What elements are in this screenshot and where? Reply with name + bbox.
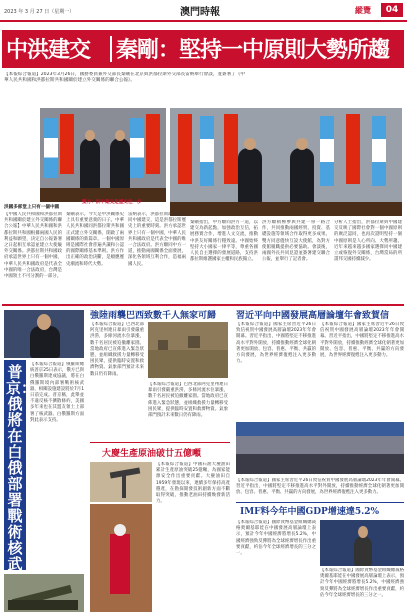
oil-article: 【本報綜合報道】中國石油大慶油田累計生產原油突破25億噸，為國家能源安全作出重要貢獻。大慶油田自1959年發現以來，連續多年保持高產穩產，在勘探開發技術創新方面不斷取得突破，推動老油田持續煥發新活力。 bbox=[156, 462, 230, 505]
storm-article: 【本報綜合報道】巴西北部阿克里州連日暴雨引發嚴重洪澇，多條河流水位暴漲，數千名居民被迫撤離家園。當地政府已宣佈進入緊急狀態，並組織救援力量轉移受困民眾，提供臨時安置和救濟物資。氣象部門預計未來數日仍有降雨。 bbox=[90, 322, 144, 377]
imf-speaker-photo bbox=[320, 520, 404, 566]
section-name: 縱覽 bbox=[355, 6, 371, 15]
storm-headline: 強陸雨襲巴西致數千人無家可歸 bbox=[90, 311, 217, 321]
headline-divider bbox=[110, 36, 112, 62]
article-column-3: 雷納表示，洪都拉斯政府決定同中國建交，這是洪都拉斯歷史上的重要時刻。洪方承認世界上只有一個中國，中華人民共和國政府是代表全中國的唯一合法政府。洪方願同中方一道，推動兩國關係全面發展，深化各領域互利合作，造福兩國人民。 bbox=[128, 212, 186, 267]
newspaper-logo: 澳門時報 bbox=[180, 7, 220, 18]
article-column-2: 秦剛表示，今天是中洪關係史上具有重要意義的日子。中華人民共和國同洪都拉斯共和國正式建立外交關係，開啟了兩國關係的新篇章。一個中國原則是國際社會普遍共識和公認的國際關係基本準則。洪方作出正確的政治決斷，是順應歷史潮流和時代大勢。 bbox=[66, 212, 124, 267]
putin-article: 【本報綜合報道】俄羅斯總統普京25日表示，俄方已與白俄羅斯達成協議，將在白俄羅斯境內部署戰術核武器，相關設施建設將於7月1日前完成。普京稱，此舉並不違反核不擴散條約，美國多年來也在其盟友領土上部署了核武器。白俄羅斯方面對此表示支持。 bbox=[30, 362, 84, 423]
article-column-4: 秦剛指出，中方願同洪方一道，以建交為新起點，加強政治互信，拓展務實合作，增進人文交流，推動中洪友好關係行穩致遠。中國始終堅持大小國家一律平等，尊重各國人民自主選擇的發展道路，支持洪都拉斯維護國家主權和民族獨立。 bbox=[190, 220, 258, 263]
photo-caption-left-2: 雙方：洪中建交是歷史性一步 bbox=[82, 200, 142, 205]
signing-photo-right bbox=[170, 108, 402, 216]
forum-article-tail: 【本報綜合報道】國家主席習近平26日致信祝賀中國發展高層論壇2023年年會開幕。習近平指出，中國將堅定不移推進高水平對外開放，持續推動經濟全球化朝著更加開放、包容、普惠、平衡、共贏的方向發展，為世界經濟復甦注入更多動力。 bbox=[236, 478, 404, 496]
imf-article: 【本報綜合報道】國際貨幣基金組織總裁格奧爾基耶娃在中國發展高層論壇上表示，預計今年中國經濟將增長5.2%，中國經濟強勁反彈將為全球經濟增長作出重要貢獻，約佔今年全球經濟增長的三分之一。 bbox=[236, 520, 316, 557]
oil-worker-photo bbox=[90, 504, 152, 612]
issue-date: 2023 年 3 月 27 日（星期一） bbox=[4, 9, 75, 15]
oil-divider bbox=[90, 442, 230, 443]
headline-right: 秦剛：堅持一中原則大勢所趨 bbox=[116, 37, 390, 63]
missile-photo bbox=[4, 574, 84, 612]
article-column-1: 【中國人民共和國和洪都拉斯共和國關於建立外交關係的聯合公報】中華人民共和國和洪都拉斯共和國根據兩國人民的利益和願望，決定自公報簽署之日起相互承認並建立大使級外交關係。洪都拉斯共和國政府承認世界上只有一個中國，中華人民共和國政府是代表全中國的唯一合法政府，台灣是中國領土不可分割的一部分。 bbox=[4, 212, 62, 280]
forum-photo bbox=[236, 422, 404, 474]
signing-photo-left bbox=[40, 108, 166, 202]
forum-article-cont: 【本報綜合報道】國家主席習近平26日致信祝賀中國發展高層論壇2023年年會開幕。習近平指出，中國將堅定不移推進高水平對外開放，持續推動經濟全球化朝著更加開放、包容、普惠、平衡、共贏的方向發展，為世界經濟復甦注入更多動力。 bbox=[320, 322, 404, 359]
section-divider bbox=[2, 304, 404, 306]
oil-pump-photo bbox=[90, 462, 152, 502]
imf-headline: IMF料今年中國GDP增速達5.2% bbox=[240, 507, 380, 517]
lead-paragraph: 【本報綜合報道】2023年3月26日，國務委員兼外交部長秦剛在北京與洪都拉斯外交部長雷納舉行會談，並簽署了《中華人民共和國和洪都拉斯共和國關於建立外交關係的聯合公報》。 bbox=[4, 72, 245, 83]
imf-headline-bar bbox=[236, 502, 404, 503]
storm-article-cont: 【本報綜合報道】巴西北部阿克里州連日暴雨引發嚴重洪澇，多條河流水位暴漲，數千名居民被迫撤離家園。當地政府已宣佈進入緊急狀態，並組織救援力量轉移受困民眾，提供臨時安置和救濟物資。氣象部門預計未來數日仍有降雨。 bbox=[148, 382, 228, 419]
flood-photo bbox=[148, 322, 228, 378]
oil-headline: 大慶生產原油破廿五億噸 bbox=[102, 449, 202, 459]
forum-headline: 習近平向中國發展高層論壇年會致賀信 bbox=[236, 311, 390, 321]
putin-photo bbox=[4, 310, 84, 358]
article-column-5: 洪方願積極參與共建一帶一路合作，共同推動兩國經貿、投資、基礎設施等領域合作取得更多成果。雙方同意儘快互設大使館，為對方使館履職提供必要協助。會談後，兩國外長共同見證並簽署建交聯合公報，並舉行了記者會。 bbox=[262, 220, 330, 263]
article-column-6: 分析人士指出，洪都拉斯與中國建交反映了國際社會對一個中國原則的廣泛認同，也再次證明堅持一個中國原則是人心所向、大勢所趨。近年來越來越多國家選擇同中國建立或恢復外交關係，台灣當局的所謂邦交國持續減少。 bbox=[334, 220, 402, 263]
headline-left: 中洪建交 bbox=[6, 37, 91, 63]
page-number: 04 bbox=[381, 3, 403, 17]
putin-headline: 普京：俄將在白俄部署戰術核武 bbox=[6, 363, 37, 573]
imf-article-cont: 【本報綜合報道】國際貨幣基金組織總裁格奧爾基耶娃在中國發展高層論壇上表示，預計今年中國經濟將增長5.2%，中國經濟強勁反彈將為全球經濟增長作出重要貢獻，約佔今年全球經濟增長的三分之一。 bbox=[320, 568, 404, 598]
photo-caption-left: 洪國多部堂上只有一個中國 bbox=[4, 205, 60, 210]
forum-article: 【本報綜合報道】國家主席習近平26日致信祝賀中國發展高層論壇2023年年會開幕。習近平指出，中國將堅定不移推進高水平對外開放，持續推動經濟全球化朝著更加開放、包容、普惠、平衡、共贏的方向發展，為世界經濟復甦注入更多動力。 bbox=[236, 322, 316, 365]
